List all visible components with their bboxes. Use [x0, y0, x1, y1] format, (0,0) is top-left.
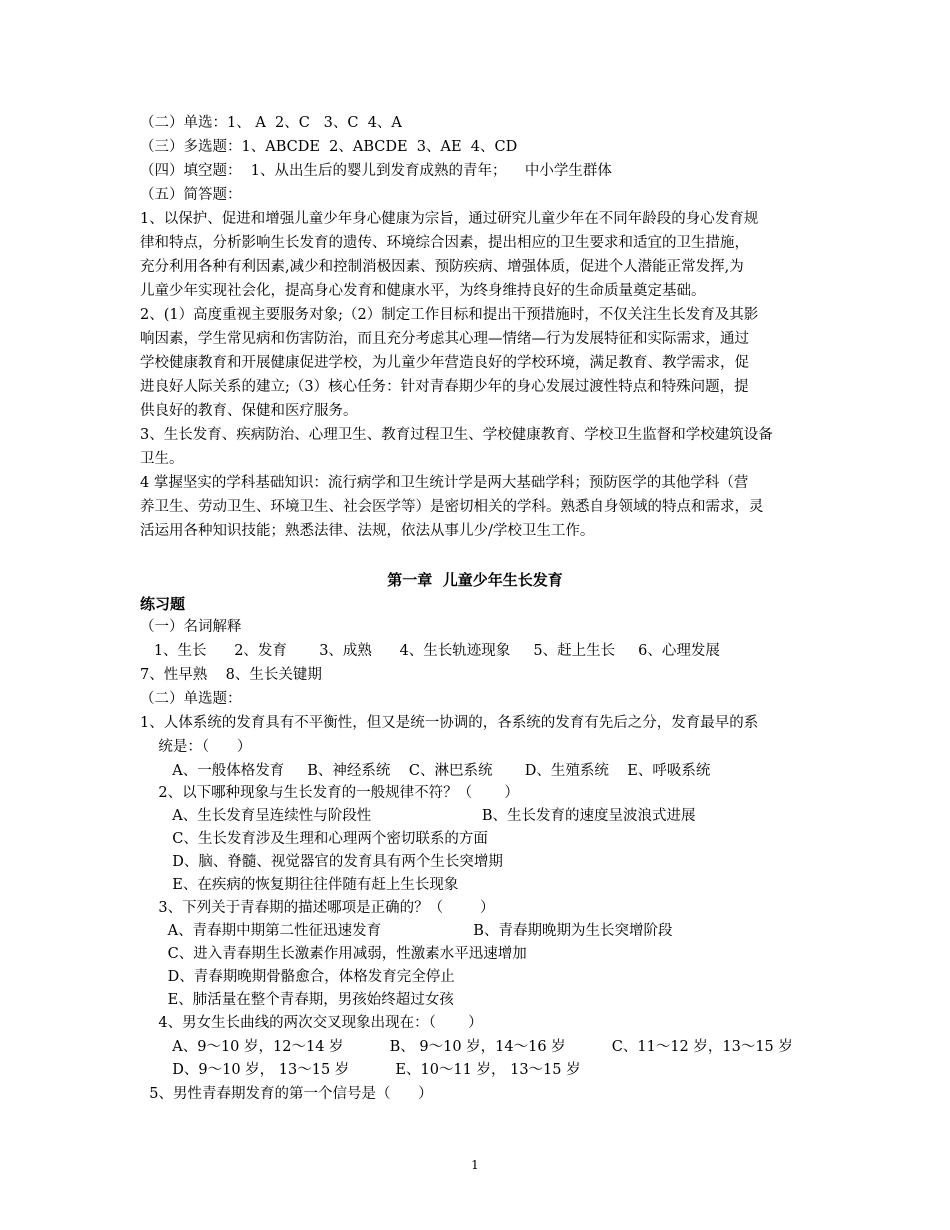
short-answer-line: 卫生。: [140, 451, 184, 467]
question-line: C、生长发育涉及生理和心理两个密切联系的方面: [140, 831, 488, 847]
short-answer-line: 儿童少年实现社会化，提高身心发育和健康水平，为终身维持良好的生命质量奠定基础。: [140, 283, 706, 299]
short-answer-line: 活运用各种知识技能；熟悉法律、法规，依法从事儿少/学校卫生工作。: [140, 523, 595, 539]
terms-line: 7、性早熟 8、生长关键期: [140, 667, 322, 683]
short-answer-line: 响因素，学生常见病和伤害防治，而且充分考虑其心理—情绪—行为发展特征和实际需求，通过: [140, 331, 749, 347]
question-line: A、青春期中期第二性征迅速发育 B、青春期晚期为生长突增阶段: [140, 923, 673, 939]
question-line: A、生长发育呈连续性与阶段性 B、生长发育的速度呈波浪式进展: [140, 808, 696, 824]
question-line: D、脑、脊髓、视觉器官的发育具有两个生长突增期: [140, 854, 503, 870]
question-line: D、青春期晚期骨骼愈合，体格发育完全停止: [140, 969, 455, 985]
short-answer-line: 律和特点，分析影响生长发育的遗传、环境综合因素，提出相应的卫生要求和适宜的卫生措施，: [140, 235, 749, 251]
chapter-title: 第一章 儿童少年生长发育: [387, 571, 563, 589]
short-answer-line: 养卫生、劳动卫生、环境卫生、社会医学等）是密切相关的学科。熟悉自身领域的特点和需求，灵: [140, 499, 764, 515]
answer-short-heading: （五）简答题：: [140, 187, 242, 203]
short-answer-line: 充分利用各种有利因素,减少和控制消极因素、预防疾病、增强体质，促进个人潜能正常发挥,为: [140, 259, 744, 275]
terms-heading: （一）名词解释: [140, 619, 242, 635]
question-line: 3、下列关于青春期的描述哪项是正确的？（ ）: [140, 900, 495, 916]
question-line: A、一般体格发育 B、神经系统 C、淋巴系统 D、生殖系统 E、呼吸系统: [140, 763, 711, 779]
answer-multi: （三）多选题：1、ABCDE 2、ABCDE 3、AE 4、CD: [140, 139, 518, 155]
answer-single: （二）单选：1、 A 2、C 3、C 4、A: [140, 115, 402, 131]
question-line: A、9～10 岁，12～14 岁 B、 9～10 岁，14～16 岁 C、11～12 岁，13～15 岁: [140, 1039, 793, 1055]
question-line: 1、人体系统的发育具有不平衡性，但又是统一协调的，各系统的发育有先后之分，发育最早的系: [140, 715, 759, 731]
short-answer-line: 供良好的教育、保健和医疗服务。: [140, 403, 358, 419]
question-line: 5、男性青春期发育的第一个信号是（ ）: [140, 1086, 433, 1102]
answer-fill: （四）填空题： 1、从出生后的婴儿到发育成熟的青年； 中小学生群体: [140, 163, 612, 179]
short-answer-line: 4 掌握坚实的学科基础知识：流行病学和卫生统计学是两大基础学科；预防医学的其他学科（营: [140, 475, 749, 491]
question-line: 4、男女生长曲线的两次交叉现象出现在：（ ）: [140, 1015, 483, 1031]
question-line: 2、以下哪种现象与生长发育的一般规律不符？（ ）: [140, 785, 519, 801]
exercise-heading: 练习题: [140, 595, 186, 613]
question-line: 统是：（ ）: [140, 739, 252, 755]
single-heading: （二）单选题：: [140, 691, 242, 707]
short-answer-line: 3、生长发育、疾病防治、心理卫生、教育过程卫生、学校健康教育、学校卫生监督和学校建筑设备: [140, 427, 773, 443]
question-line: E、肺活量在整个青春期，男孩始终超过女孩: [140, 992, 454, 1008]
question-line: C、进入青春期生长激素作用减弱，性激素水平迅速增加: [140, 946, 527, 962]
question-line: D、9～10 岁， 13～15 岁 E、10～11 岁， 13～15 岁: [140, 1062, 581, 1078]
terms-line: 1、生长 2、发育 3、成熟 4、生长轨迹现象 5、赶上生长 6、心理发展: [140, 643, 720, 659]
page-number: 1: [471, 1158, 479, 1172]
short-answer-line: 1、以保护、促进和增强儿童少年身心健康为宗旨，通过研究儿童少年在不同年龄段的身心发育规: [140, 211, 759, 227]
question-line: E、在疾病的恢复期往往伴随有赶上生长现象: [140, 877, 459, 893]
short-answer-line: 进良好人际关系的建立;（3）核心任务：针对青春期少年的身心发展过渡性特点和特殊问题，提: [140, 379, 749, 395]
short-answer-line: 2、(1）高度重视主要服务对象;（2）制定工作目标和提出干预措施时，不仅关注生长发育及其影: [140, 307, 759, 323]
short-answer-line: 学校健康教育和开展健康促进学校，为儿童少年营造良好的学校环境，满足教育、教学需求，促: [140, 355, 749, 371]
